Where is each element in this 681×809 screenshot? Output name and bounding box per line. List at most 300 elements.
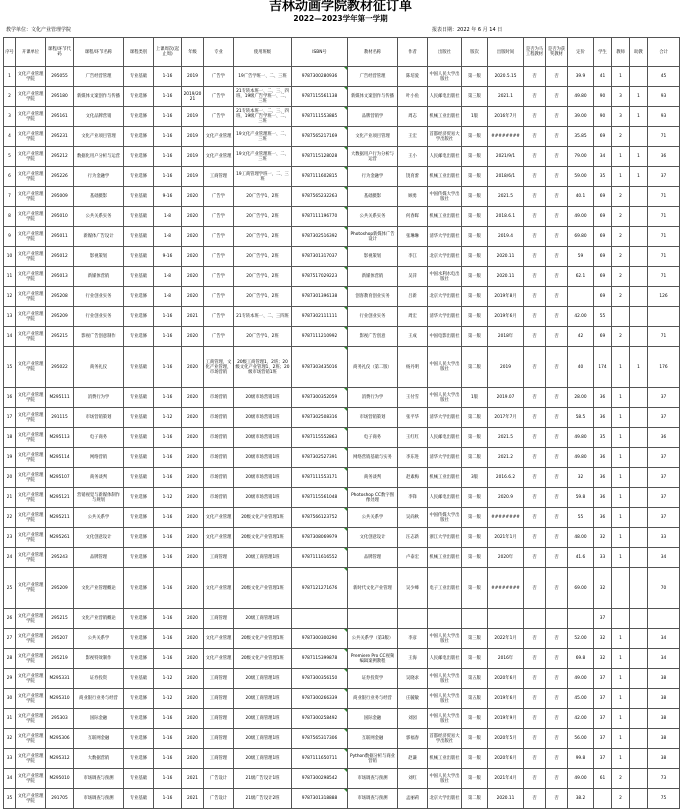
table-cell: 62.1 — [568, 267, 594, 287]
table-cell: 41 — [594, 67, 612, 87]
table-cell: 否 — [524, 528, 546, 548]
table-cell: 文化创意设计 — [348, 528, 398, 548]
table-cell: 2 — [612, 267, 630, 287]
table-cell: 否 — [546, 408, 568, 428]
table-cell: 38 — [648, 729, 680, 749]
table-cell: 16 — [4, 388, 16, 408]
table-cell — [630, 709, 648, 729]
table-cell: 20广告学1、2班 — [234, 267, 292, 287]
table-cell — [648, 609, 680, 629]
table-cell: 第一版 — [462, 247, 488, 267]
table-cell: 吴尚秋 — [398, 508, 428, 528]
table-cell: 创客教育创业实务 — [348, 287, 398, 307]
table-cell: 否 — [524, 689, 546, 709]
table-cell: 中国传媒大学出版社 — [428, 187, 462, 207]
column-header: 助教 — [630, 38, 648, 67]
table-cell: 否 — [546, 187, 568, 207]
table-cell: 12 — [4, 287, 16, 307]
table-cell: 文化产业管理学院 — [16, 649, 46, 669]
table-cell: 11 — [4, 267, 16, 287]
table-header-row — [4, 38, 680, 67]
table-cell: 3 — [612, 87, 630, 107]
table-cell: 广告学 — [204, 247, 234, 267]
table-cell — [488, 609, 524, 629]
table-cell: 否 — [546, 508, 568, 528]
table-cell: 2020 — [182, 207, 204, 227]
table-cell: 否 — [524, 347, 546, 388]
table-cell: 1-16 — [154, 548, 182, 568]
table-cell: 2019年8月 — [488, 287, 524, 307]
table-cell: 文化产业管理学院 — [16, 347, 46, 388]
table-cell: 1 — [630, 87, 648, 107]
table-cell: 专业基础 — [124, 227, 154, 247]
table-cell: 大数据营销 — [74, 749, 124, 769]
table-cell: 市场调查与预测 — [348, 769, 398, 789]
table-cell: 机械工业出版社 — [428, 207, 462, 227]
table-cell: 1-8 — [154, 207, 182, 227]
table-cell: 9787300298542 — [292, 769, 348, 789]
table-cell: 第一版 — [462, 327, 488, 347]
table-cell: 新媒体广告设计 — [74, 227, 124, 247]
table-cell: 王红红 — [398, 428, 428, 448]
table-cell: 1 — [612, 167, 630, 187]
table-cell: 周志 — [398, 107, 428, 127]
table-cell: 市场营销策划 — [348, 408, 398, 428]
table-cell: 37 — [648, 408, 680, 428]
table-cell: M295113 — [46, 428, 74, 448]
table-cell: 行业创业实务 — [74, 287, 124, 307]
table-cell — [546, 609, 568, 629]
table-cell — [630, 67, 648, 87]
table-cell: 295055 — [46, 67, 74, 87]
table-cell: ######## — [488, 127, 524, 147]
table-cell: 否 — [524, 428, 546, 448]
column-header: 学生 — [594, 38, 612, 67]
table-cell: 1 — [612, 729, 630, 749]
table-cell: 32 — [594, 528, 612, 548]
table-cell: 39.00 — [568, 107, 594, 127]
table-cell — [292, 609, 348, 629]
table-cell: 2 — [612, 769, 630, 789]
table-cell — [568, 287, 594, 307]
table-cell: 2016年 — [488, 649, 524, 669]
table-cell: 1版 — [462, 107, 488, 127]
table-cell: 1-8 — [154, 267, 182, 287]
table-cell: 否 — [524, 448, 546, 468]
table-cell: 工商管理 — [204, 167, 234, 187]
table-cell: 北京大学出版社 — [428, 789, 462, 809]
table-cell — [568, 609, 594, 629]
table-cell: 第一版 — [462, 508, 488, 528]
table-cell: 市场营销 — [204, 388, 234, 408]
table-cell: 工商管理 — [204, 749, 234, 769]
table-cell: 否 — [546, 267, 568, 287]
table-cell: 否 — [524, 709, 546, 729]
table-cell — [630, 769, 648, 789]
table-cell: 2020 — [182, 388, 204, 408]
table-cell: 否 — [524, 127, 546, 147]
table-cell: 37 — [648, 167, 680, 187]
table-cell: 1-16 — [154, 568, 182, 609]
table-cell: 专业基础 — [124, 428, 154, 448]
table-cell: 否 — [546, 428, 568, 448]
table-cell: 2021/9/1 — [488, 147, 524, 167]
table-cell: 中国人民大学出版社 — [428, 67, 462, 87]
table-cell: 1 — [630, 167, 648, 187]
table-cell: 20 — [4, 468, 16, 488]
table-cell: 1-16 — [154, 87, 182, 107]
table-row — [4, 629, 680, 649]
table-cell: 人民邮电出版社 — [428, 147, 462, 167]
table-cell: 中国人民大学出版社 — [428, 769, 462, 789]
table-cell: 1 — [612, 347, 630, 388]
table-cell: 2020.5.15 — [488, 67, 524, 87]
table-cell: 专业基础 — [124, 267, 154, 287]
table-cell: M295114 — [46, 448, 74, 468]
table-row — [4, 468, 680, 488]
table-cell: 互联网金融 — [348, 729, 398, 749]
table-cell: 295012 — [46, 247, 74, 267]
table-cell: 2019 — [182, 167, 204, 187]
table-cell: 295022 — [46, 347, 74, 388]
table-cell: 90 — [594, 87, 612, 107]
table-cell: 否 — [524, 749, 546, 769]
table-cell: 文化产业管理学院 — [16, 388, 46, 408]
table-cell: 69.00 — [568, 568, 594, 609]
table-cell: 机械工业出版社 — [428, 107, 462, 127]
table-cell: 文化产业管理学院 — [16, 789, 46, 809]
table-cell: 1版 — [462, 388, 488, 408]
table-cell: 19文化产业管理班一、二、三班 — [234, 127, 292, 147]
table-cell: 文化产业管理 — [204, 649, 234, 669]
table-cell: ######## — [488, 508, 524, 528]
table-cell: 专业基础 — [124, 669, 154, 689]
table-cell: 2 — [612, 187, 630, 207]
table-cell: 2 — [612, 127, 630, 147]
table-cell: 张平华 — [398, 408, 428, 428]
table-cell: 36 — [594, 408, 612, 428]
table-row — [4, 769, 680, 789]
table-cell: 295180 — [46, 87, 74, 107]
table-cell: 否 — [546, 147, 568, 167]
table-cell: 37 — [594, 669, 612, 689]
table-cell: 9787302516392 — [292, 227, 348, 247]
table-cell: 第三版 — [462, 629, 488, 649]
table-cell: 文化产业管理学院 — [16, 207, 46, 227]
table-cell: ######## — [488, 568, 524, 609]
table-cell: M295211 — [46, 508, 74, 528]
table-cell: 否 — [546, 689, 568, 709]
table-cell: 2020 — [182, 609, 204, 629]
table-cell: 专业基础 — [124, 789, 154, 809]
table-row — [4, 287, 680, 307]
table-cell: 37 — [648, 388, 680, 408]
table-cell — [630, 528, 648, 548]
table-cell: 13 — [4, 307, 16, 327]
table-cell: 9787300356150 — [292, 669, 348, 689]
table-cell: 文化产业项目管理 — [74, 127, 124, 147]
table-cell: 73 — [648, 769, 680, 789]
table-cell: 1-8 — [154, 227, 182, 247]
table-cell: 文化产业管理概论 — [74, 568, 124, 609]
table-cell: 广告学 — [204, 327, 234, 347]
table-cell: 文化产业管理学院 — [16, 287, 46, 307]
table-cell: 34 — [648, 629, 680, 649]
table-cell: 否 — [524, 629, 546, 649]
table-cell: 文化产业管理学院 — [16, 267, 46, 287]
table-cell: 1 — [612, 448, 630, 468]
table-cell: 38.2 — [568, 789, 594, 809]
table-cell: 广告学 — [204, 87, 234, 107]
column-header: 合计 — [648, 38, 680, 67]
table-cell: 1 — [612, 67, 630, 87]
table-cell: 71 — [648, 127, 680, 147]
table-cell: 3 — [612, 107, 630, 127]
table-row — [4, 508, 680, 528]
table-cell: 9787300258492 — [292, 709, 348, 729]
table-cell: 否 — [524, 468, 546, 488]
table-row — [4, 267, 680, 287]
column-header: 教师 — [612, 38, 630, 67]
table-cell: 27 — [4, 629, 16, 649]
table-cell: 大数据用户行为分析与运营 — [348, 147, 398, 167]
table-row — [4, 649, 680, 669]
table-cell: 9787301396138 — [292, 287, 348, 307]
table-cell: 否 — [524, 167, 546, 187]
table-cell: 2020 — [182, 408, 204, 428]
table-cell: 2020年5月 — [488, 729, 524, 749]
table-cell: 2020 — [182, 428, 204, 448]
table-cell: 第一版 — [462, 127, 488, 147]
table-cell: 2020 — [182, 669, 204, 689]
table-cell: 2020 — [182, 749, 204, 769]
table-cell: 6 — [4, 167, 16, 187]
table-cell: 7 — [4, 187, 16, 207]
table-cell — [612, 609, 630, 629]
table-row — [4, 448, 680, 468]
table-cell: 34 — [648, 548, 680, 568]
table-cell: 新媒体营销 — [74, 267, 124, 287]
table-cell: 否 — [524, 789, 546, 809]
table-cell: 26 — [4, 609, 16, 629]
table-cell: 34 — [648, 649, 680, 669]
table-cell: 1-16 — [154, 709, 182, 729]
table-cell: 广告经营管理 — [348, 67, 398, 87]
table-cell: 21级广告设计1班 — [234, 769, 292, 789]
table-cell: M295010 — [46, 769, 74, 789]
table-cell: 1-16 — [154, 468, 182, 488]
table-cell — [630, 729, 648, 749]
table-cell: 浙江大学出版社 — [428, 528, 462, 548]
table-cell: 李东进 — [398, 448, 428, 468]
table-cell: 2020 — [182, 729, 204, 749]
table-cell: 文化产业管理学院 — [16, 729, 46, 749]
table-cell: M295312 — [46, 749, 74, 769]
table-cell: 第一版 — [462, 267, 488, 287]
table-cell: 专业选修 — [124, 568, 154, 609]
table-cell: 品牌管理 — [348, 548, 398, 568]
table-cell: 2019 — [182, 147, 204, 167]
table-cell: 9787302527391 — [292, 448, 348, 468]
table-cell: 国际金融 — [348, 709, 398, 729]
table-cell: 文化产业管理 — [204, 127, 234, 147]
table-cell: 文化产业管理 — [204, 629, 234, 649]
table-cell: 证券投资学 — [348, 669, 398, 689]
table-cell — [630, 488, 648, 508]
table-cell — [630, 267, 648, 287]
table-cell: 55 — [568, 508, 594, 528]
table-cell: 295009 — [46, 187, 74, 207]
table-cell: 35.85 — [568, 127, 594, 147]
table-cell: 专业选修 — [124, 87, 154, 107]
table-cell — [612, 307, 630, 327]
table-cell: 市场调查与预测 — [74, 789, 124, 809]
table-cell: 2016.6.2 — [488, 468, 524, 488]
table-cell: 1 — [630, 107, 648, 127]
table-cell: 2020.11 — [488, 789, 524, 809]
table-cell: 2020 — [182, 568, 204, 609]
table-cell: 文化产业管理学院 — [16, 769, 46, 789]
table-cell: 9787300352059 — [292, 388, 348, 408]
table-cell: 2019 — [182, 127, 204, 147]
table-cell: 否 — [524, 147, 546, 167]
table-cell — [630, 749, 648, 769]
table-cell: 行为金融学 — [74, 167, 124, 187]
table-cell: 影视策划 — [74, 247, 124, 267]
table-cell: 张琳琳 — [398, 227, 428, 247]
table-cell — [348, 609, 398, 629]
table-cell: 35 — [594, 428, 612, 448]
table-cell: 19 — [4, 448, 16, 468]
table-cell: 20级工商管理1班 — [234, 669, 292, 689]
table-cell: 2 — [612, 227, 630, 247]
table-cell: 20级市场营销1班 — [234, 408, 292, 428]
table-cell: 工商管理 — [204, 548, 234, 568]
table-cell: 1-12 — [154, 488, 182, 508]
table-cell: 否 — [546, 167, 568, 187]
table-cell: 工商管理 — [204, 729, 234, 749]
table-cell: 9787115128028 — [292, 147, 348, 167]
table-cell: 2018/6/1 — [488, 167, 524, 187]
table-cell: 第五版 — [462, 669, 488, 689]
table-cell — [630, 307, 648, 327]
column-header: 课程/环节名称 — [74, 38, 124, 67]
table-cell: 71 — [648, 187, 680, 207]
table-cell: 33 — [4, 749, 16, 769]
table-cell: 2020 — [182, 267, 204, 287]
table-cell: 39.9 — [568, 67, 594, 87]
table-cell: 营销视觉与新媒体制作与规划 — [74, 488, 124, 508]
column-header: 上课周次(起止周) — [154, 38, 182, 67]
table-cell: 1-12 — [154, 408, 182, 428]
table-cell: 影视策划 — [348, 247, 398, 267]
table-cell: 5 — [4, 147, 16, 167]
table-cell: 否 — [546, 548, 568, 568]
table-cell: 文化品牌营销 — [74, 107, 124, 127]
table-cell: 32 — [594, 649, 612, 669]
table-cell: 否 — [546, 247, 568, 267]
table-cell: 赵素梅 — [398, 468, 428, 488]
table-cell: 295215 — [46, 609, 74, 629]
table-cell: 1 — [612, 709, 630, 729]
table-cell: 9787300266339 — [292, 689, 348, 709]
table-cell: 文化产业管理学院 — [16, 689, 46, 709]
table-cell: 36 — [594, 508, 612, 528]
table-cell: 90 — [594, 107, 612, 127]
table-cell: 9787300280936 — [292, 67, 348, 87]
table-cell: 工商管理 — [204, 709, 234, 729]
table-cell: 第一版 — [462, 528, 488, 548]
table-cell: 专业基础 — [124, 347, 154, 388]
table-cell: 否 — [546, 388, 568, 408]
table-cell: 2016年7月 — [488, 107, 524, 127]
table-cell — [630, 408, 648, 428]
table-cell: 31 — [4, 709, 16, 729]
table-cell: 李彦 — [398, 629, 428, 649]
table-cell: 2020 — [182, 548, 204, 568]
table-cell: 行业创业实务 — [348, 307, 398, 327]
table-cell: 清华大学出版社 — [428, 408, 462, 428]
table-cell: 否 — [546, 488, 568, 508]
table-row — [4, 327, 680, 347]
table-cell: 37 — [648, 508, 680, 528]
table-cell: 中国人民大学出版社 — [428, 669, 462, 689]
table-cell: 工商管理 — [204, 669, 234, 689]
table-cell: M295111 — [46, 388, 74, 408]
table-cell: 4 — [4, 127, 16, 147]
table-cell: 21专转本班一、二、三、四班，19级广告学班一、二、三班 — [234, 107, 292, 127]
table-cell: 专业选修 — [124, 147, 154, 167]
table-cell: 2021.5 — [488, 428, 524, 448]
table-row — [4, 107, 680, 127]
table-cell: 文化产业管理学院 — [16, 127, 46, 147]
table-cell: 2 — [612, 789, 630, 809]
table-cell: 1-16 — [154, 147, 182, 167]
table-cell: 9787121271676 — [292, 568, 348, 609]
table-cell: 市场调查与预测 — [348, 789, 398, 809]
table-cell: 互联网金融 — [74, 729, 124, 749]
table-cell: 20级工商管理1、2班；20级文化产业管理1、2班；20级市场营销1班 — [234, 347, 292, 388]
table-cell: 30 — [4, 689, 16, 709]
table-cell: 45.00 — [568, 689, 594, 709]
table-cell: 机械工业出版社 — [428, 468, 462, 488]
table-cell: Premiere Pro CC视频编辑案例教程 — [348, 649, 398, 669]
table-cell: 10 — [4, 247, 16, 267]
table-cell: 35 — [4, 789, 16, 809]
report-date-label: 报表日期：2022 年 6 月 14 日 — [432, 27, 503, 33]
table-cell: 59 — [568, 247, 594, 267]
table-cell: 否 — [524, 327, 546, 347]
table-cell — [524, 609, 546, 629]
table-cell: 29 — [4, 669, 16, 689]
table-cell — [630, 227, 648, 247]
table-cell: 否 — [546, 709, 568, 729]
table-cell: 9787111616552 — [292, 548, 348, 568]
table-cell: 专业选修 — [124, 508, 154, 528]
table-cell: 37 — [594, 729, 612, 749]
table-cell: 否 — [524, 107, 546, 127]
table-cell: 2020 — [182, 327, 204, 347]
table-cell: 1-16 — [154, 508, 182, 528]
table-cell: 否 — [524, 649, 546, 669]
table-cell: 赵谦 — [398, 749, 428, 769]
table-cell: 王付雪 — [398, 388, 428, 408]
table-cell: 32 — [568, 468, 594, 488]
table-cell: 9787115552863 — [292, 428, 348, 448]
table-cell: 48.00 — [568, 528, 594, 548]
table-cell: 北京大学出版社 — [428, 247, 462, 267]
table-cell — [630, 468, 648, 488]
